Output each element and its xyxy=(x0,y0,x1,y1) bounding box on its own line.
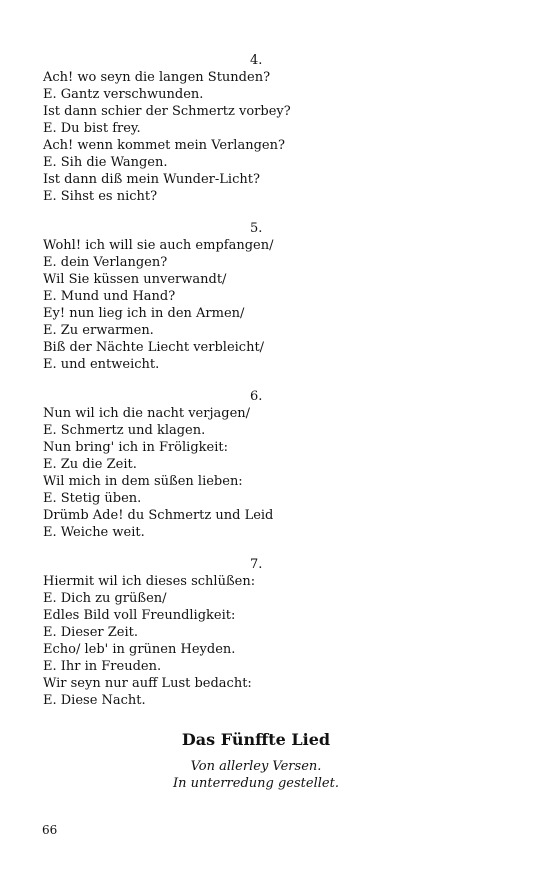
verse-line: Ach! wo seyn die langen Stunden? xyxy=(43,70,271,85)
song-subtitle: In unterredung gestellet. xyxy=(173,776,339,791)
echo-line: E. Sihst es nicht? xyxy=(43,189,158,204)
echo-line: E. Diese Nacht. xyxy=(43,693,146,708)
page-number: 66 xyxy=(42,823,58,837)
verse-line: Drümb Ade! du Schmertz und Leid xyxy=(43,508,274,523)
song-title: Das Fünffte Lied xyxy=(181,730,331,749)
verse-line: Edles Bild voll Freundligkeit: xyxy=(43,608,236,623)
verse-line: Ist dann diß mein Wunder-Licht? xyxy=(43,172,260,187)
echo-line: E. Zu erwarmen. xyxy=(43,323,154,338)
verse-line: Ey! nun lieg ich in den Armen/ xyxy=(43,306,245,321)
echo-line: E. Weiche weit. xyxy=(43,525,145,540)
echo-line: E. Du bist frey. xyxy=(43,121,141,136)
verse-line: Echo/ leb' in grünen Heyden. xyxy=(43,642,236,657)
echo-line: E. Mund und Hand? xyxy=(43,289,176,304)
verse-line: Ach! wenn kommet mein Verlangen? xyxy=(43,138,285,153)
echo-line: E. Sih die Wangen. xyxy=(43,155,168,170)
echo-line: E. Stetig üben. xyxy=(43,491,142,506)
verse-line: Ist dann schier der Schmertz vorbey? xyxy=(43,104,291,119)
verse-line: Wil Sie küssen unverwandt/ xyxy=(43,272,227,287)
verse-line: Hiermit wil ich dieses schlüßen: xyxy=(43,574,256,589)
verse-line: Nun wil ich die nacht verjagen/ xyxy=(43,406,251,421)
echo-line: E. Dieser Zeit. xyxy=(43,625,138,640)
echo-line: E. dein Verlangen? xyxy=(43,255,168,270)
echo-line: E. Zu die Zeit. xyxy=(43,457,137,472)
stanza-number: 5. xyxy=(250,221,263,236)
echo-line: E. Gantz verschwunden. xyxy=(43,87,204,102)
song-subtitle: Von allerley Versen. xyxy=(190,759,322,774)
echo-line: E. Schmertz und klagen. xyxy=(43,423,206,438)
stanza-number: 7. xyxy=(250,557,263,572)
verse-line: Wir seyn nur auff Lust bedacht: xyxy=(43,676,252,691)
echo-line: E. Ihr in Freuden. xyxy=(43,659,162,674)
echo-line: E. und entweicht. xyxy=(43,357,160,372)
verse-line: Wil mich in dem süßen lieben: xyxy=(43,474,243,489)
echo-line: E. Dich zu grüßen/ xyxy=(43,591,167,606)
verse-line: Biß der Nächte Liecht verbleicht/ xyxy=(43,340,265,355)
stanza-number: 6. xyxy=(250,389,263,404)
verse-line: Wohl! ich will sie auch empfangen/ xyxy=(43,238,274,253)
verse-line: Nun bring' ich in Fröligkeit: xyxy=(43,440,228,455)
stanza-number: 4. xyxy=(250,53,263,68)
